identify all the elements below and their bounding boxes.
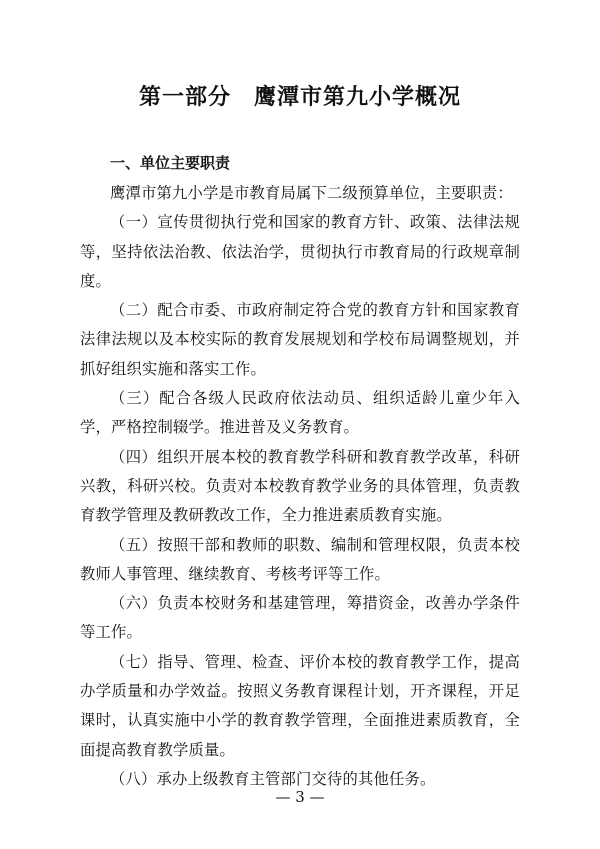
section-body <box>80 179 520 794</box>
paragraph-duty-3: （三）配合各级人民政府依法动员、组织适龄儿童少年入学，严格控制辍学。推进普及义务教育。 <box>80 389 520 437</box>
page-number: — 3 — <box>275 788 325 806</box>
paragraph-duty-6: （六）负责本校财务和基建管理，筹措资金，改善办学条件等工作。 <box>80 594 520 642</box>
paragraph-duty-7: （七）指导、管理、检查、评价本校的教育教学工作，提高办学质量和办学效益。按照义务教育课程计划，开齐课程，开足课时，认真实施中小学的教育教学管理，全面推进素质教育，全面提高教育教学质量。 <box>80 652 520 759</box>
section-heading: 一、单位主要职责 <box>110 154 231 172</box>
paragraph-duty-4: （四）组织开展本校的教育教学科研和教育教学改革，科研兴教，科研兴校。负责对本校教育教学业务的具体管理，负责教育教学管理及教研教改工作，全力推进素质教育实施。 <box>80 447 520 525</box>
paragraph-duty-2: （二）配合市委、市政府制定符合党的教育方针和国家教育法律法规以及本校实际的教育发展规划和学校布局调整规划，并抓好组织实施和落实工作。 <box>80 301 520 378</box>
page-title: 第一部分 鹰潭市第九小学概况 <box>138 84 461 110</box>
paragraph-intro: 鹰潭市第九小学是市教育局属下二级预算单位，主要职责： <box>110 184 513 202</box>
paragraph-duty-5: （五）按照干部和教师的职数、编制和管理权限，负责本校教师人事管理、继续教育、考核考评等工作。 <box>80 535 520 583</box>
paragraph-duty-8: （八）承办上级教育主管部门交待的其他任务。 <box>110 769 436 788</box>
paragraph-duty-1: （一）宣传贯彻执行党和国家的教育方针、政策、法律法规等，坚持依法治教、依法治学，贯彻执行市教育局的行政规章制度。 <box>80 213 520 290</box>
